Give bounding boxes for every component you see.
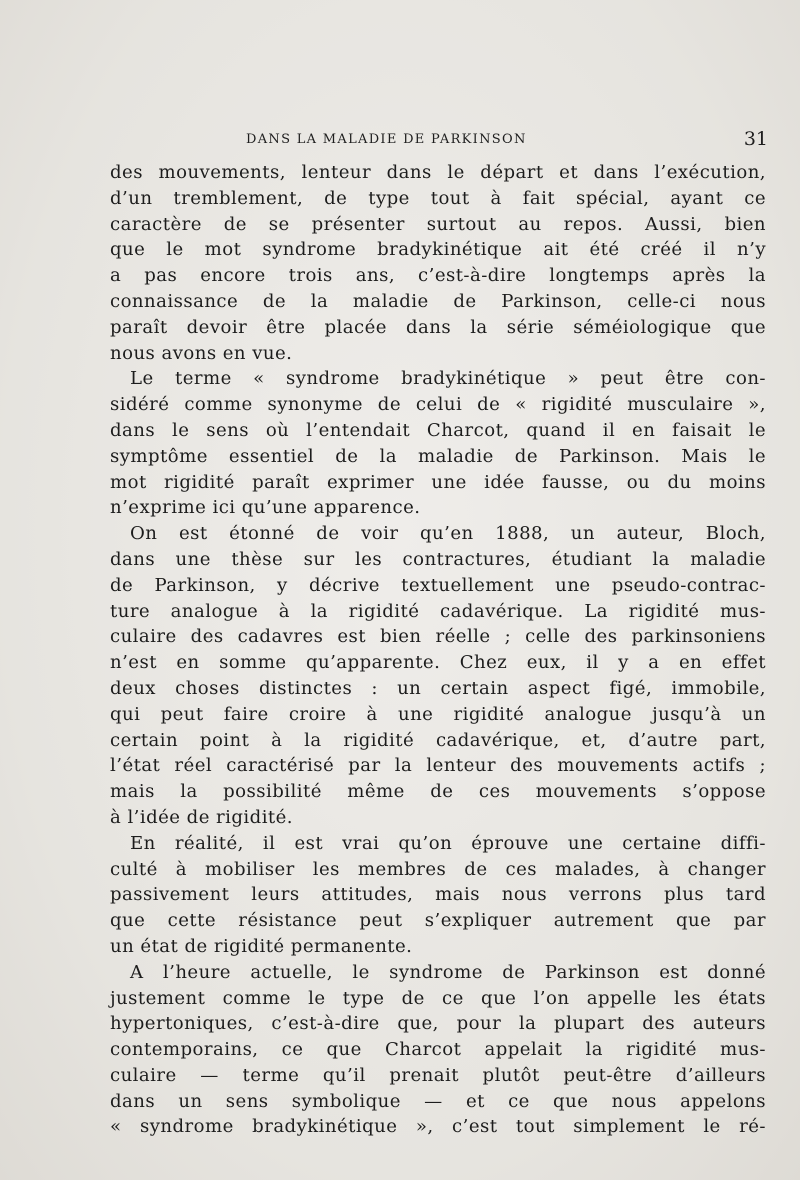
text-line: hypertoniques, c’est-à-dire que, pour la plupart des auteurs (110, 1013, 766, 1035)
page-header (108, 128, 768, 152)
text-line: culaire — terme qu’il prenait plutôt peut-être d’ailleurs (110, 1064, 766, 1086)
text-line: n’est en somme qu’apparente. Chez eux, il y a en effet (110, 652, 766, 674)
text-line: culaire des cadavres est bien réelle ; celle des parkinsoniens (110, 626, 766, 648)
text-line: paraît devoir être placée dans la série séméiologique que (110, 316, 766, 338)
text-line: dans une thèse sur les contractures, étudiant la maladie (110, 548, 766, 570)
text-line: a pas encore trois ans, c’est-à-dire longtemps après la (110, 265, 766, 287)
text-line: connaissance de la maladie de Parkinson, celle-ci nous (110, 290, 766, 312)
text-line: deux choses distinctes : un certain aspect figé, immobile, (110, 677, 766, 699)
text-line: certain point à la rigidité cadavérique, et, d’autre part, (110, 729, 766, 751)
text-line: mais la possibilité même de ces mouvements s’oppose (110, 781, 766, 803)
text-line: mot rigidité paraît exprimer une idée fausse, ou du moins (110, 471, 766, 493)
text-line: d’un tremblement, de type tout à fait spécial, ayant ce (110, 187, 766, 209)
text-line: à l’idée de rigidité. (110, 806, 294, 828)
text-line: dans le sens où l’entendait Charcot, quand il en faisait le (110, 419, 766, 441)
text-line: symptôme essentiel de la maladie de Parkinson. Mais le (110, 445, 766, 467)
text-line: Le terme « syndrome bradykinétique » peut être con- (130, 368, 766, 390)
text-line: de Parkinson, y décrive textuellement une pseudo-contrac- (110, 574, 766, 596)
running-head: DANS LA MALADIE DE PARKINSON (246, 132, 527, 147)
text-line: « syndrome bradykinétique », c’est tout simplement le ré- (110, 1116, 766, 1138)
text-line: justement comme le type de ce que l’on appelle les états (110, 987, 766, 1009)
text-line: nous avons en vue. (110, 342, 293, 364)
text-line: n’exprime ici qu’une apparence. (110, 497, 421, 519)
text-line: caractère de se présenter surtout au repos. Aussi, bien (110, 213, 766, 235)
text-line: des mouvements, lenteur dans le départ et dans l’exécution, (110, 162, 766, 183)
text-line: dans un sens symbolique — et ce que nous appelons (110, 1090, 766, 1112)
text-line: passivement leurs attitudes, mais nous verrons plus tard (110, 884, 766, 906)
text-line: contemporains, ce que Charcot appelait la rigidité mus- (110, 1039, 766, 1061)
text-line: culté à mobiliser les membres de ces malades, à changer (110, 858, 766, 880)
text-line: que le mot syndrome bradykinétique ait été créé il n’y (110, 239, 766, 261)
text-line: sidéré comme synonyme de celui de « rigidité musculaire », (110, 394, 766, 416)
text-line: qui peut faire croire à une rigidité analogue jusqu’à un (110, 703, 766, 725)
text-line: On est étonné de voir qu’en 1888, un auteur, Bloch, (130, 523, 766, 545)
text-line: ture analogue à la rigidité cadavérique. La rigidité mus- (110, 600, 766, 622)
text-line: l’état réel caractérisé par la lenteur des mouvements actifs ; (110, 755, 766, 777)
page-number: 31 (743, 128, 768, 150)
body-text (110, 160, 766, 1140)
text-line: que cette résistance peut s’expliquer autrement que par (110, 910, 766, 932)
text-line: En réalité, il est vrai qu’on éprouve une certaine diffi- (130, 832, 766, 854)
text-line: un état de rigidité permanente. (110, 935, 413, 957)
text-line: A l’heure actuelle, le syndrome de Parkinson est donné (130, 961, 766, 983)
